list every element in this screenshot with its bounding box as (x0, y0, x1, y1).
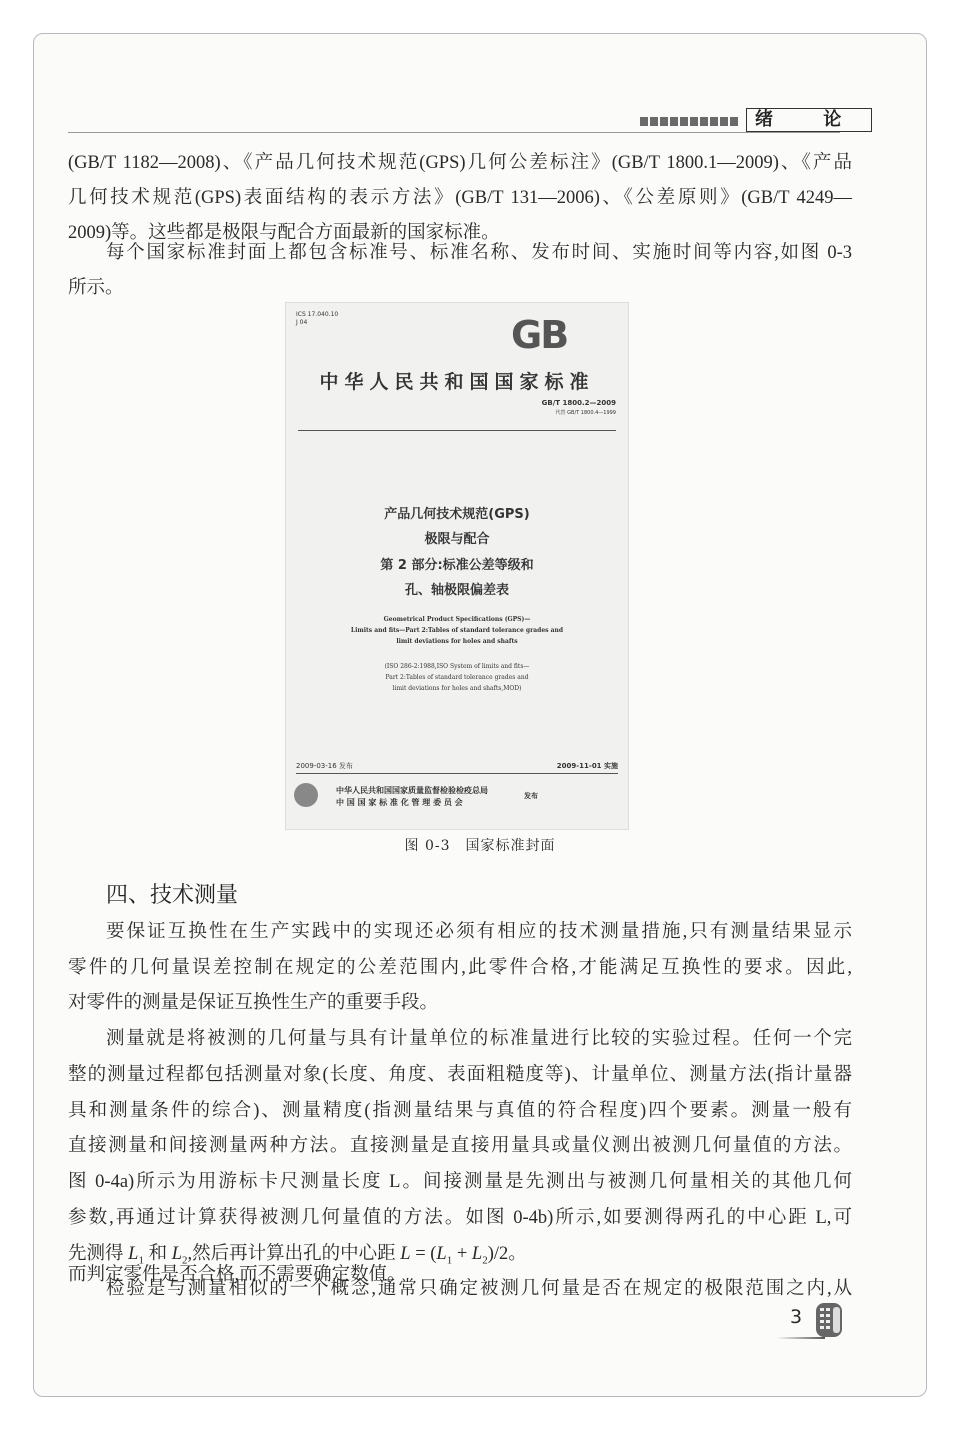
replaces-number: 代替 GB/T 1800.4—1999 (555, 410, 616, 416)
page-number: 3 (790, 1306, 803, 1328)
english-title-2: Limits and fits—Part 2:Tables of standard tolerance grades and (350, 627, 564, 634)
text-line: 对零件的测量是保证互换性生产的重要手段。 (68, 993, 439, 1013)
text-line: 参数,再通过计算获得被测几何量值的方法。如图 0-4b)所示,如要测得两孔的中心距 L,可 (68, 1208, 852, 1228)
text-line: (GB/T 1182—2008)、《产品几何技术规范(GPS)几何公差标注》(GB/T 1800.1—2009)、《产品 (68, 153, 852, 173)
cover-title-4: 孔、轴极限偏差表 (404, 583, 509, 598)
text-line: 直接测量和间接测量两种方法。直接测量是直接用量具或量仪测出被测几何量值的方法。 (68, 1136, 852, 1156)
header-decoration (640, 111, 740, 130)
text-line: 要保证互换性在生产实践中的实现还必须有相应的技术测量措施,只有测量结果显示 (106, 922, 852, 942)
publisher-2: 中 国 国 家 标 准 化 管 理 委 员 会 (336, 798, 463, 807)
text-line: 具和测量条件的综合)、测量精度(指测量结果与真值的符合程度)四个要素。测量一般有 (68, 1101, 852, 1121)
text-line: 测量就是将被测的几何量与具有计量单位的标准量进行比较的实验过程。任何一个完 (106, 1029, 852, 1049)
standard-cover-image (285, 302, 629, 830)
english-title-1: Geometrical Product Specifications (GPS)— (383, 616, 531, 623)
text-line: 2009)等。这些都是极限与配合方面最新的国家标准。 (68, 223, 500, 243)
gb-logo: GB (511, 313, 568, 357)
seal-icon (294, 783, 318, 807)
figure-caption: 图 0-3 国家标准封面 (404, 838, 556, 854)
org-title: 中华人民共和国国家标准 (319, 371, 595, 393)
iso-line-1: (ISO 286-2:1988,ISO System of limits and fits— (384, 663, 530, 670)
text-line: 几何技术规范(GPS)表面结构的表示方法》(GB/T 131—2006)、《公差原则》(GB/T 4249— (68, 188, 852, 208)
text-line: 检验是与测量相似的一个概念,通常只确定被测几何量是否在规定的极限范围之内,从 (106, 1279, 852, 1299)
english-title-3: limit deviations for holes and shafts (396, 638, 518, 645)
formula-line: 先测得 $L_1$ 和 $L_2$,然后再计算出孔的中心距 $L = (L_1 + L_2)/2$。 (68, 1244, 527, 1267)
chapter-title: 绪 论 (746, 108, 872, 132)
header-rule (68, 132, 840, 133)
iso-line-3: limit deviations for holes and shafts,MOD) (392, 685, 522, 692)
ics-code: ICS 17.040.10 (296, 311, 339, 318)
cover-title-3: 第 2 部分:标准公差等级和 (380, 558, 534, 573)
effective-date: 2009-11-01 实施 (556, 762, 618, 770)
running-header (640, 108, 872, 132)
text-line: 整的测量过程都包括测量对象(长度、角度、表面粗糙度等)、计量单位、测量方法(指计量器 (68, 1065, 852, 1085)
publisher-1: 中华人民共和国国家质量监督检验检疫总局 (336, 786, 488, 795)
cover-rule-bottom (296, 773, 618, 774)
iso-line-2: Part 2:Tables of standard tolerance grades and (385, 674, 529, 681)
text-line: 零件的几何量误差控制在规定的公差范围内,此零件合格,才能满足互换性的要求。因此, (68, 958, 852, 978)
cover-title-2: 极限与配合 (424, 532, 490, 547)
cover-title-1: 产品几何技术规范(GPS) (384, 507, 530, 522)
standard-number: GB/T 1800.2—2009 (541, 399, 616, 407)
tire-icon (815, 1301, 847, 1341)
publish-label: 发布 (524, 792, 538, 800)
text-line: 图 0-4a)所示为用游标卡尺测量长度 L。间接测量是先测出与被测几何量相关的其他几何 (68, 1172, 852, 1192)
class-code: J 04 (296, 319, 308, 326)
text-line: 而判定零件是否合格,而不需要确定数值。 (68, 1265, 406, 1285)
text-line: 每个国家标准封面上都包含标准号、标准名称、发布时间、实施时间等内容,如图 0-3 (106, 243, 852, 263)
cover-rule (298, 430, 616, 431)
text-line: 所示。 (68, 278, 124, 298)
section-heading: 四、技术测量 (106, 883, 239, 908)
issue-date: 2009-03-16 发布 (296, 762, 353, 770)
